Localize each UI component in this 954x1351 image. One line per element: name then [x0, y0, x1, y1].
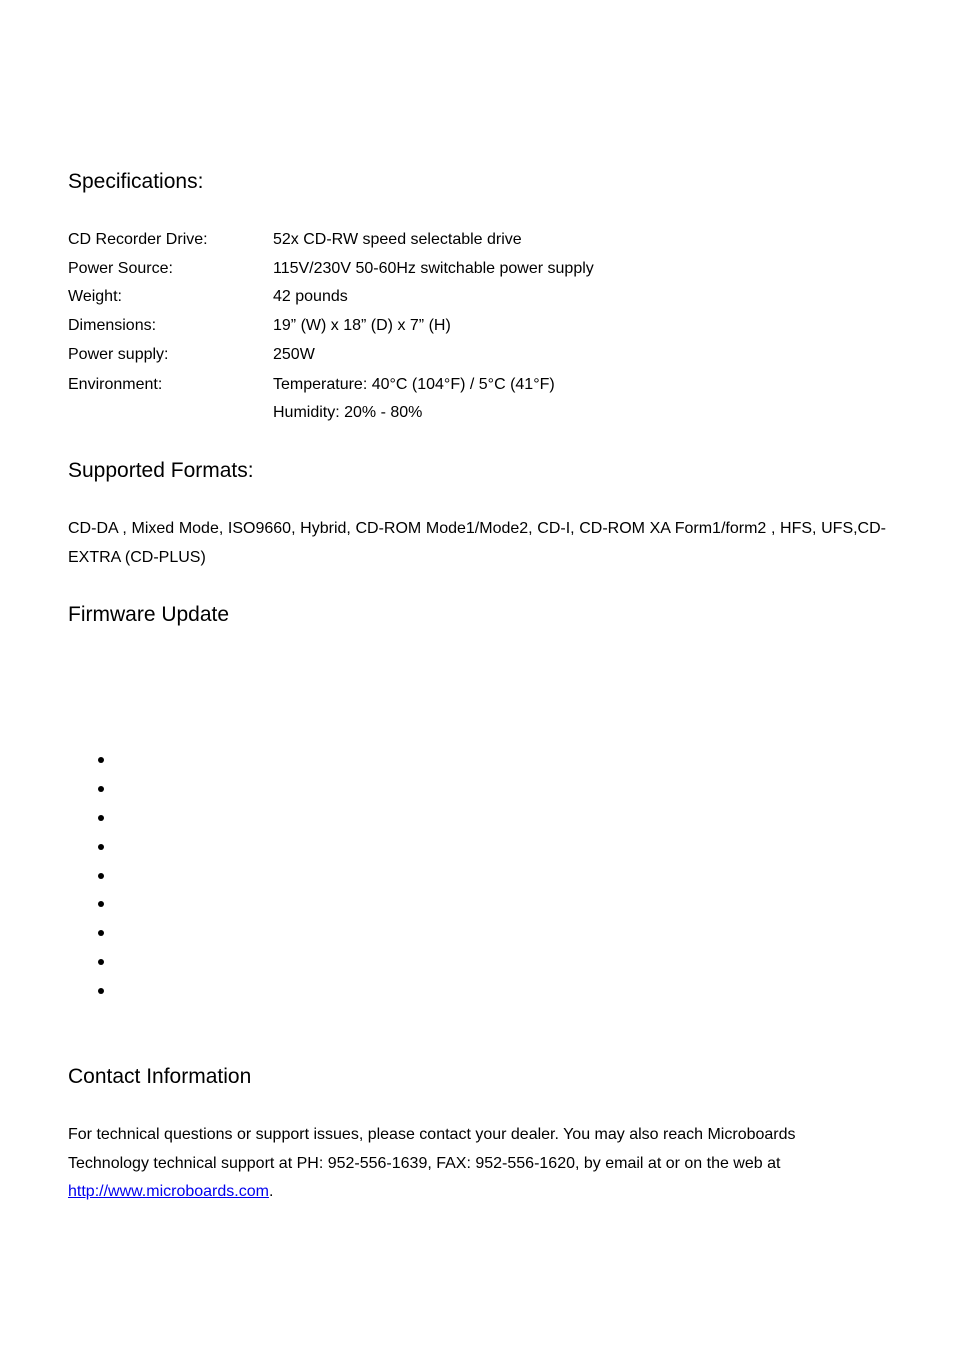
list-item — [68, 804, 268, 833]
firmware-update-heading: Firmware Update — [68, 603, 230, 626]
supported-formats-heading: Supported Formats: — [68, 459, 254, 482]
list-item — [68, 890, 268, 919]
spec-row — [68, 226, 886, 255]
spec-row — [68, 255, 886, 284]
document-page — [68, 0, 886, 1351]
bullet-icon — [98, 930, 104, 936]
list-item — [68, 775, 268, 804]
contact-trailing-period: . — [268, 1183, 274, 1201]
spec-label: Weight: — [68, 288, 122, 306]
bullet-icon — [98, 815, 104, 821]
bullet-icon — [98, 757, 104, 763]
spec-value-temperature: Temperature: 40°C (104°F) / 5°C (41°F) — [273, 375, 555, 393]
supported-formats-text: CD-DA , Mixed Mode, ISO9660, Hybrid, CD-ROM Mode1/Mode2, CD-I, CD-ROM XA Form1/form2 , HFS, UFS,CD-EXTRA (CD-PLUS) — [68, 520, 886, 566]
spec-row — [68, 283, 886, 312]
spec-value: 42 pounds — [273, 288, 348, 306]
list-item — [68, 948, 268, 977]
list-item — [68, 746, 268, 775]
spec-label: Dimensions: — [68, 317, 157, 335]
list-item — [68, 833, 268, 862]
spec-value-humidity: Humidity: 20% - 80% — [273, 404, 423, 422]
bullet-icon — [98, 786, 104, 792]
microboards-website-link[interactable]: http://www.microboards.com — [68, 1183, 269, 1201]
spec-label: Power Source: — [68, 259, 173, 277]
list-item — [68, 977, 268, 1006]
contact-paragraph — [68, 1121, 886, 1207]
spec-value: 52x CD-RW speed selectable drive — [273, 231, 522, 248]
spec-value: 250W — [273, 345, 315, 363]
spec-value: 115V/230V 50-60Hz switchable power supply — [273, 259, 594, 277]
spec-value: 19” (W) x 18” (D) x 7” (H) — [273, 317, 451, 335]
contact-line-2: Technology technical support at PH: 952-556-1639, FAX: 952-556-1620, by email at or on the web at — [68, 1154, 781, 1172]
spec-label: Power supply: — [68, 345, 169, 363]
contact-information-heading: Contact Information — [68, 1065, 252, 1088]
spec-value-multiline — [273, 371, 886, 428]
spec-row — [68, 341, 886, 370]
contact-line-1: For technical questions or support issues, please contact your dealer. You may also reach Microboards — [68, 1126, 796, 1143]
spec-row — [68, 371, 886, 428]
bullet-icon — [98, 959, 104, 965]
spec-label: Environment: — [68, 375, 163, 393]
bullet-icon — [98, 988, 104, 994]
bullet-icon — [98, 873, 104, 879]
bullet-icon — [98, 901, 104, 907]
specifications-table — [68, 226, 886, 428]
bullet-icon — [98, 844, 104, 850]
spec-row — [68, 312, 886, 341]
spec-label: CD Recorder Drive: — [68, 231, 208, 248]
list-item — [68, 919, 268, 948]
specifications-heading: Specifications: — [68, 170, 204, 193]
firmware-bullet-list — [68, 746, 268, 1006]
list-item — [68, 862, 268, 891]
